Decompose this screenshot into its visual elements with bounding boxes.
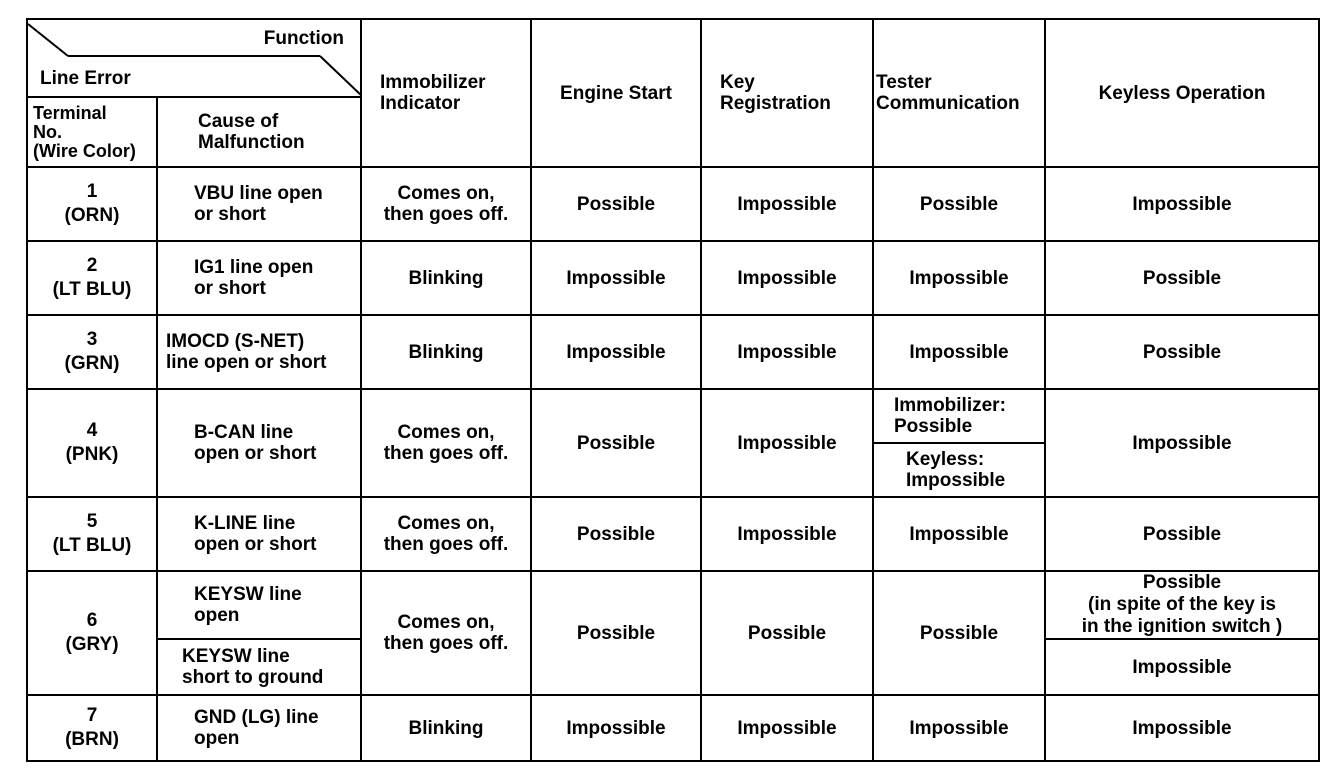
line-error-table (26, 18, 1320, 762)
terminal-cell: 6 (GRY) (27, 571, 157, 695)
key-registration-cell: Impossible (701, 695, 873, 761)
engine-start-cell: Impossible (531, 241, 701, 315)
terminal-cell: 4 (PNK) (27, 389, 157, 497)
cause-cell: IG1 line open or short (157, 241, 361, 315)
cause-cell: B-CAN line open or short (157, 389, 361, 497)
tester-communication-cell: Impossible (873, 241, 1045, 315)
table-row (27, 315, 1319, 389)
cause-cell-open: KEYSW line open (157, 571, 361, 639)
keyless-operation-cell: Impossible (1045, 167, 1319, 241)
table-row (27, 389, 1319, 443)
corner-header (27, 19, 361, 97)
keyless-operation-cell: Possible (1045, 497, 1319, 571)
keyless-operation-cell: Impossible (1045, 695, 1319, 761)
terminal-header: Terminal No. (Wire Color) (27, 97, 157, 167)
column-header-tester-communication: Tester Communication (873, 19, 1045, 167)
cause-cell: IMOCD (S-NET) line open or short (157, 315, 361, 389)
cause-cell: GND (LG) line open (157, 695, 361, 761)
engine-start-cell: Possible (531, 497, 701, 571)
table-row (27, 695, 1319, 761)
key-registration-cell: Impossible (701, 241, 873, 315)
indicator-cell: Blinking (361, 695, 531, 761)
keyless-operation-cell: Possible (1045, 241, 1319, 315)
key-registration-cell: Impossible (701, 315, 873, 389)
tester-communication-cell: Possible (873, 571, 1045, 695)
line-error-label: Line Error (40, 68, 131, 89)
indicator-cell: Comes on, then goes off. (361, 167, 531, 241)
tester-communication-cell: Possible (873, 167, 1045, 241)
key-registration-cell: Impossible (701, 167, 873, 241)
keyless-operation-cell: Impossible (1045, 389, 1319, 497)
indicator-cell: Comes on, then goes off. (361, 571, 531, 695)
engine-start-cell: Impossible (531, 695, 701, 761)
table-row (27, 241, 1319, 315)
cause-cell: K-LINE line open or short (157, 497, 361, 571)
cause-cell: VBU line open or short (157, 167, 361, 241)
key-registration-cell: Possible (701, 571, 873, 695)
terminal-cell: 7 (BRN) (27, 695, 157, 761)
keyless-operation-cell: Possible (1045, 315, 1319, 389)
keyless-operation-cell-open: Possible (in spite of the key is in the ignition switch ) (1045, 571, 1319, 639)
engine-start-cell: Possible (531, 167, 701, 241)
engine-start-cell: Impossible (531, 315, 701, 389)
indicator-cell: Blinking (361, 315, 531, 389)
key-registration-cell: Impossible (701, 497, 873, 571)
indicator-cell: Blinking (361, 241, 531, 315)
terminal-cell: 3 (GRN) (27, 315, 157, 389)
keyless-operation-cell-short: Impossible (1045, 639, 1319, 695)
indicator-cell: Comes on, then goes off. (361, 389, 531, 497)
column-header-immobilizer-indicator: Immobilizer Indicator (361, 19, 531, 167)
function-label: Function (263, 28, 344, 49)
column-header-engine-start: Engine Start (531, 19, 701, 167)
column-header-key-registration: Key Registration (701, 19, 873, 167)
cause-cell-short: KEYSW line short to ground (157, 639, 361, 695)
engine-start-cell: Possible (531, 571, 701, 695)
cause-header: Cause of Malfunction (157, 97, 361, 167)
terminal-cell: 2 (LT BLU) (27, 241, 157, 315)
column-header-keyless-operation: Keyless Operation (1045, 19, 1319, 167)
tester-communication-cell: Impossible (873, 315, 1045, 389)
tester-communication-cell: Impossible (873, 695, 1045, 761)
terminal-cell: 5 (LT BLU) (27, 497, 157, 571)
tester-communication-cell: Impossible (873, 497, 1045, 571)
tester-communication-keyless-cell: Keyless: Impossible (873, 443, 1045, 497)
terminal-cell: 1 (ORN) (27, 167, 157, 241)
table-row (27, 571, 1319, 639)
indicator-cell: Comes on, then goes off. (361, 497, 531, 571)
tester-communication-immobilizer-cell: Immobilizer: Possible (873, 389, 1045, 443)
table-row (27, 497, 1319, 571)
engine-start-cell: Possible (531, 389, 701, 497)
key-registration-cell: Impossible (701, 389, 873, 497)
table-row (27, 167, 1319, 241)
